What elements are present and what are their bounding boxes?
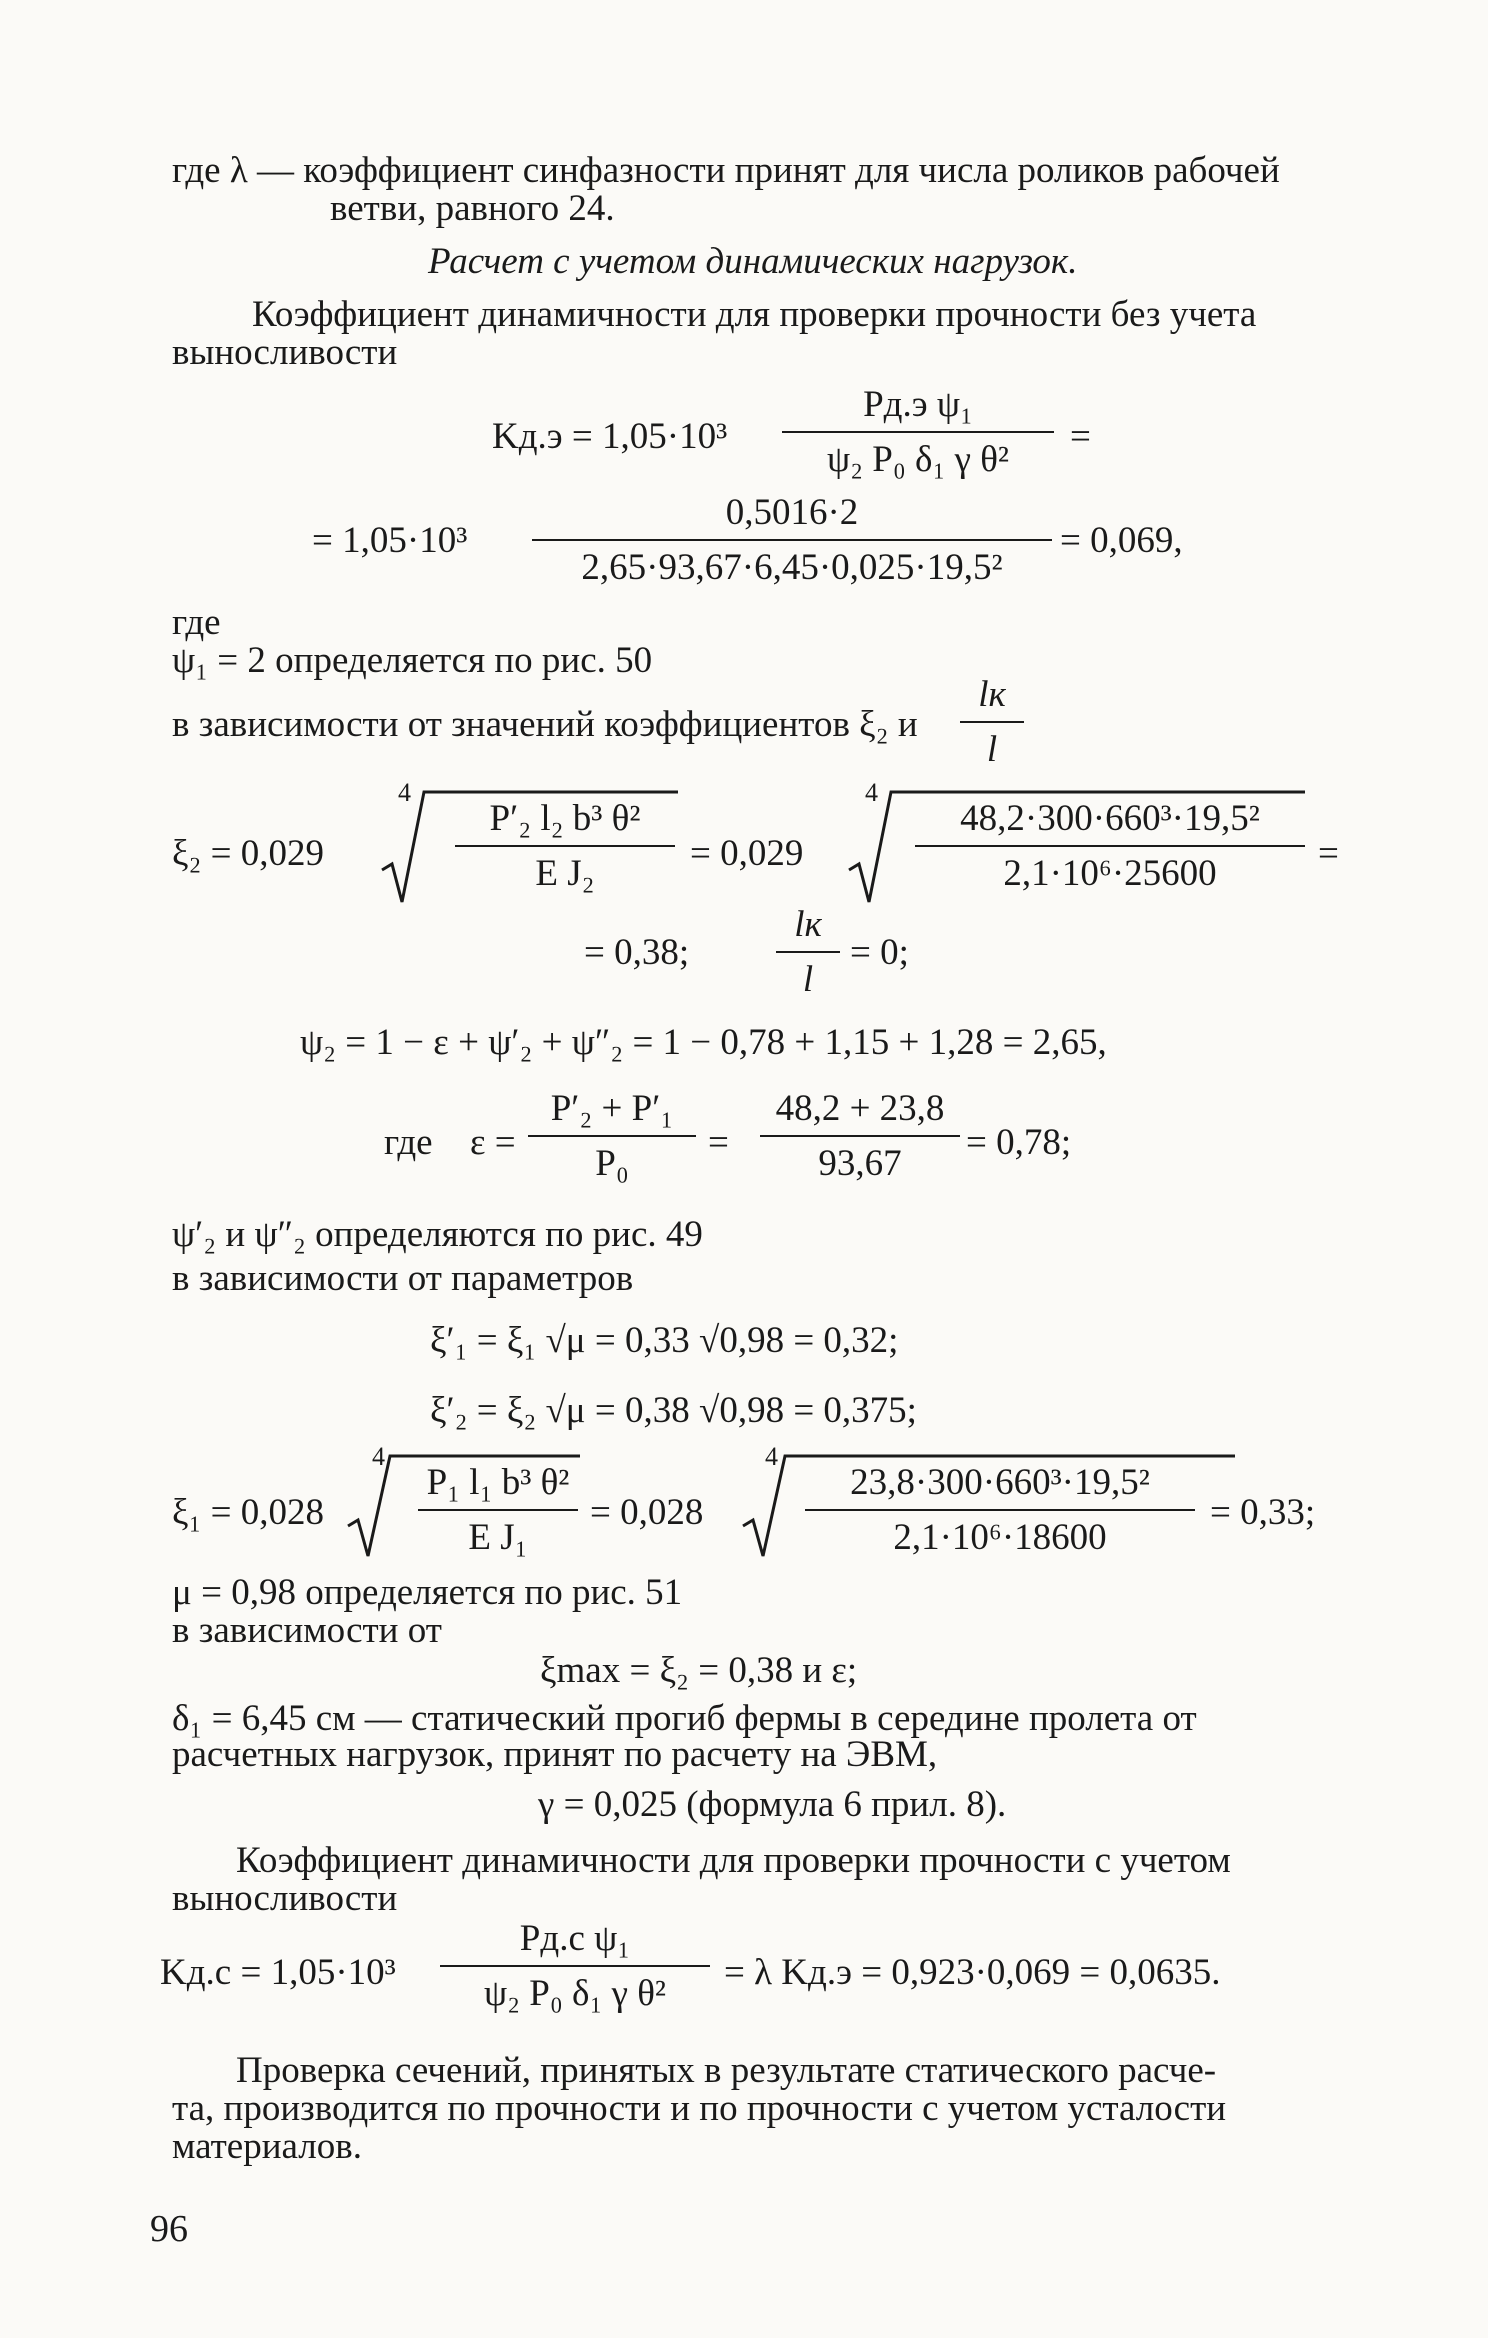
kde-denominator-2: 2,65·93,67·6,45·0,025·19,5² [581, 547, 1003, 588]
fraction-bar [776, 951, 840, 953]
xi1-numerator-2: 23,8·300·660³·19,5² [850, 1462, 1150, 1503]
kde-fraction-2 [532, 494, 1052, 586]
xi2-denominator-2: 2,1·10⁶·25600 [1003, 853, 1217, 894]
fraction-bar [440, 1965, 710, 1967]
kde-fraction [782, 386, 1054, 478]
xi-max-eq: ξmax = ξ₂ = 0,38 и ε; [540, 1650, 858, 1691]
fraction-bar [455, 845, 675, 847]
fraction-bar [760, 1135, 960, 1137]
para3-line-2: та, производится по прочности и по прочности с учетом усталости [172, 2088, 1227, 2129]
root-index: 4 [865, 778, 878, 807]
xi1-denominator-2: 2,1·10⁶·18600 [893, 1517, 1107, 1558]
fraction-bar [528, 1135, 696, 1137]
root-index: 4 [765, 1442, 778, 1471]
para2-line-2: выносливости [172, 1878, 398, 1919]
fraction-bar [418, 1509, 578, 1511]
kde-lhs: Kд.э = 1,05·10³ [492, 416, 728, 457]
dependency-params: в зависимости от параметров [172, 1258, 634, 1299]
fraction-bar [782, 431, 1054, 433]
kde-lhs-2: = 1,05·10³ [312, 520, 468, 561]
fraction-bar [532, 539, 1052, 541]
l-denominator: l [986, 729, 998, 770]
intro-line-2: ветви, равного 24. [330, 188, 615, 229]
eps-eq: = [708, 1122, 729, 1163]
mu-line: μ = 0,98 определяется по рис. 51 [172, 1572, 683, 1613]
eps-result: = 0,78; [966, 1122, 1072, 1163]
xi2-numerator: P′₂ l₂ b³ θ² [489, 798, 641, 839]
kde-numerator-2: 0,5016·2 [725, 492, 859, 533]
xi1-fraction [418, 1464, 578, 1556]
xi2-mid: = 0,029 [690, 833, 804, 874]
xi2-result: = 0,38; [584, 932, 690, 973]
fraction-bar [915, 845, 1305, 847]
dependency-line: в зависимости от значений коэффициентов ξ₂ и [172, 704, 918, 745]
xi2-fraction-2 [915, 800, 1305, 892]
xi2-tail: = [1318, 833, 1339, 874]
gamma-line: γ = 0,025 (формула 6 прил. 8). [538, 1784, 1007, 1825]
kde-denominator: ψ₂ P₀ δ₁ γ θ² [826, 439, 1010, 480]
kdc-numerator: Pд.с ψ₁ [519, 1918, 631, 1959]
eps-where: где [384, 1122, 433, 1163]
lk-over-l-fraction-2 [776, 906, 840, 998]
xi2-prime-eq: ξ′₂ = ξ₂ √μ = 0,38 √0,98 = 0,375; [430, 1390, 917, 1431]
xi1-result: = 0,33; [1210, 1492, 1316, 1533]
xi2-fraction [455, 800, 675, 892]
intro-line-1: где λ — коэффициент синфазности принят для числа роликов рабочей [172, 150, 1280, 191]
xi1-denominator: E J₁ [468, 1517, 528, 1558]
kdc-result: = λ Kд.э = 0,923·0,069 = 0,0635. [724, 1952, 1221, 1993]
eps-numerator: P′₂ + P′₁ [550, 1088, 674, 1129]
eps-numerator-2: 48,2 + 23,8 [775, 1088, 945, 1129]
delta-line-1: δ₁ = 6,45 см — статический прогиб фермы в середине пролета от [172, 1698, 1197, 1739]
psi1-line: ψ₁ = 2 определяется по рис. 50 [172, 640, 653, 681]
psi2-equation: ψ₂ = 1 − ε + ψ′₂ + ψ″₂ = 1 − 0,78 + 1,15 + 1,28 = 2,65, [300, 1022, 1107, 1063]
xi2-denominator: E J₂ [535, 853, 595, 894]
fraction-bar [960, 721, 1024, 723]
xi2-numerator-2: 48,2·300·660³·19,5² [960, 798, 1260, 839]
kdc-lhs: Kд.с = 1,05·10³ [160, 1952, 396, 1993]
xi1-fraction-2 [805, 1464, 1195, 1556]
where-1: где [172, 602, 221, 643]
para1-line-1: Коэффициент динамичности для проверки прочности без учета [252, 294, 1257, 335]
para1-line-2: выносливости [172, 332, 398, 373]
kde-numerator: Pд.э ψ₁ [863, 384, 973, 425]
eps-denominator: P₀ [595, 1143, 629, 1184]
lk-result: = 0; [850, 932, 909, 973]
eps-fraction-2 [760, 1090, 960, 1182]
root-index: 4 [398, 778, 411, 807]
para3-line-1: Проверка сечений, принятых в результате статического расче- [236, 2050, 1217, 2091]
lk-numerator: lк [794, 904, 822, 945]
l-denominator: l [802, 959, 814, 1000]
lk-over-l-fraction [960, 676, 1024, 768]
xi1-mid: = 0,028 [590, 1492, 704, 1533]
fraction-bar [805, 1509, 1195, 1511]
eps-fraction [528, 1090, 696, 1182]
para2-line-1: Коэффициент динамичности для проверки прочности с учетом [236, 1840, 1231, 1881]
lk-numerator: lк [978, 674, 1006, 715]
dependency-from: в зависимости от [172, 1610, 442, 1651]
section-title: Расчет с учетом динамических нагрузок. [428, 241, 1078, 282]
kde-tail: = [1070, 416, 1091, 457]
xi1-prime-eq: ξ′₁ = ξ₁ √μ = 0,33 √0,98 = 0,32; [430, 1320, 899, 1361]
xi2-lhs: ξ₂ = 0,029 [172, 833, 325, 874]
kde-result: = 0,069, [1060, 520, 1183, 561]
delta-line-2: расчетных нагрузок, принят по расчету на ЭВМ, [172, 1734, 938, 1775]
xi1-numerator: P₁ l₁ b³ θ² [426, 1462, 570, 1503]
eps-denominator-2: 93,67 [818, 1143, 902, 1184]
psi-fig49-line: ψ′₂ и ψ″₂ определяются по рис. 49 [172, 1214, 703, 1255]
para3-line-3: материалов. [172, 2126, 362, 2167]
root-index: 4 [372, 1442, 385, 1471]
page-number: 96 [150, 2208, 188, 2250]
kdc-denominator: ψ₂ P₀ δ₁ γ θ² [483, 1973, 667, 2014]
eps-lhs: ε = [470, 1122, 516, 1163]
kdc-fraction [440, 1920, 710, 2012]
xi1-lhs: ξ₁ = 0,028 [172, 1492, 325, 1533]
